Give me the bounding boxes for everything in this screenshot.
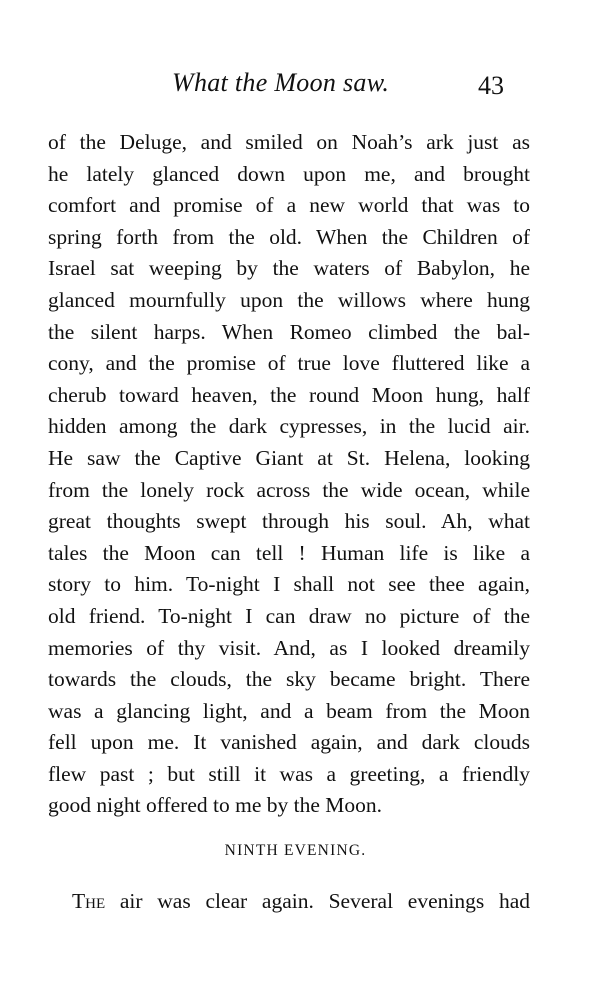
text-line: spring forth from the old. When the Children of (48, 224, 530, 249)
text-line: the silent harps. When Romeo climbed the bal- (48, 319, 530, 344)
section-first-word: The (72, 889, 106, 913)
text-line: memories of thy visit. And, as I looked dreamily (48, 635, 530, 660)
text-line: was a glancing light, and a beam from the Moon (48, 698, 530, 723)
text-line: comfort and promise of a new world that was to (48, 193, 530, 218)
text-line: hidden among the dark cypresses, in the lucid air. (48, 414, 530, 439)
section-first-line (72, 886, 530, 918)
text-line: glanced mournfully upon the willows where hung (48, 287, 530, 312)
page-number: 43 (478, 71, 504, 100)
text-line: great thoughts swept through his soul. Ah, what (48, 509, 530, 534)
text-line: Israel sat weeping by the waters of Babylon, he (48, 256, 530, 281)
text-line-last: good night offered to me by the Moon. (48, 793, 382, 818)
text-line: of the Deluge, and smiled on Noah’s ark just as (48, 130, 530, 154)
running-head (0, 68, 591, 108)
text-line: from the lonely rock across the wide ocean, while (48, 477, 530, 502)
text-line: cherub toward heaven, the round Moon hung, half (48, 382, 530, 407)
text-line: He saw the Captive Giant at St. Helena, looking (48, 445, 530, 470)
section-heading: NINTH EVENING. (224, 842, 367, 859)
text-line: he lately glanced down upon me, and brought (48, 161, 530, 186)
body-text (48, 127, 530, 822)
text-line: towards the clouds, the sky became bright. There (48, 667, 530, 692)
text-line: tales the Moon can tell ! Human life is like a (48, 540, 530, 565)
text-line: flew past ; but still it was a greeting, a friendly (48, 761, 530, 786)
text-line: old friend. To-night I can draw no picture of the (48, 603, 530, 628)
text-line: cony, and the promise of true love fluttered like a (48, 351, 530, 376)
running-title: What the Moon saw. (172, 68, 390, 97)
text-line: story to him. To-night I shall not see thee again, (48, 572, 530, 597)
text-line: fell upon me. It vanished again, and dark clouds (48, 730, 530, 755)
section-first-line-rest: air was clear again. Several evenings had (105, 889, 530, 913)
